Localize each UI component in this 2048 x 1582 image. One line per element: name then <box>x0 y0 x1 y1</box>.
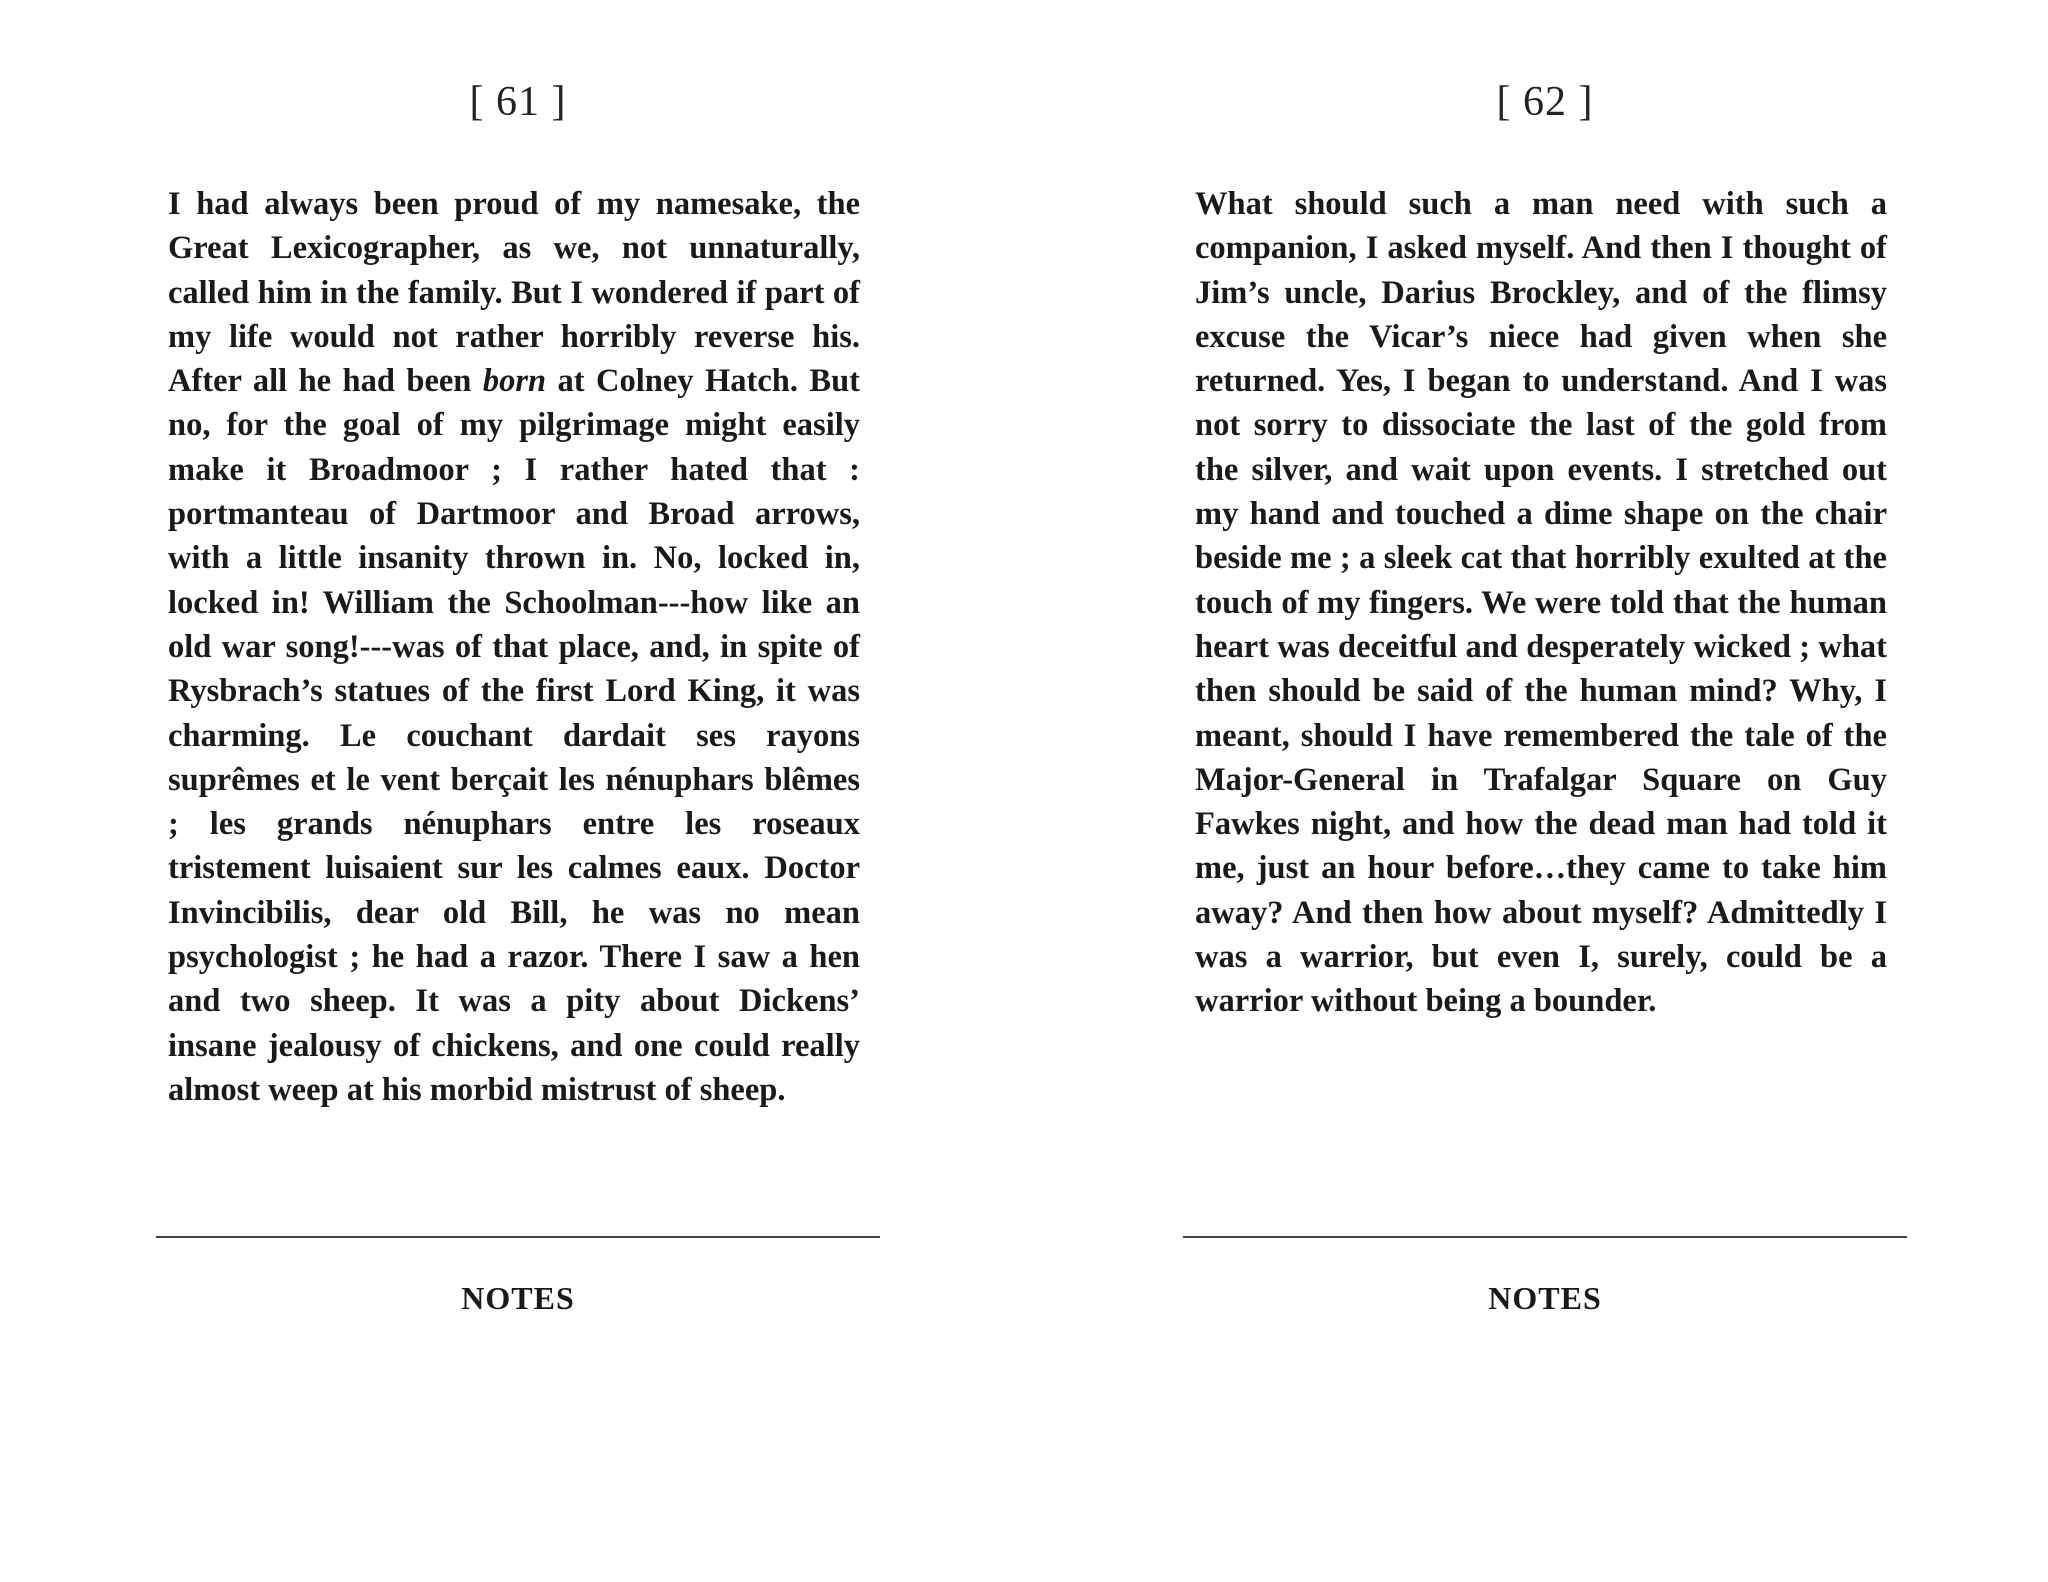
left-page <box>156 0 880 1582</box>
body-text-part: at Colney Hatch. But no, for the goal of my pilgrimage might easily make it Broadmoor ; I rather hated that : portmanteau of Dartmoor and Broad arrows, with a little insanity thrown in. No, locked in, locked in! William the Schoolman---how like an old war song!---was of that place, and, in spite of Rysbrach’s statues of the first Lord King, it was charming. Le couchant dardait ses rayons suprêmes et le vent berçait les nénuphars blêmes ; les grands nénuphars entre les roseaux tristement luisaient sur les calmes eaux. Doctor Invincibilis, dear old Bill, he was no mean psychologist ; he had a razor. There I saw a hen and two sheep. It was a pity about Dickens’ insane jealousy of chickens, and one could really almost weep at his morbid mistrust of sheep. <box>168 363 861 1108</box>
notes-divider <box>156 1236 880 1238</box>
page-number: [ 61 ] <box>469 79 567 125</box>
page-number: [ 62 ] <box>1496 79 1594 125</box>
right-page <box>1183 0 1907 1582</box>
notes-heading: NOTES <box>461 1280 575 1316</box>
body-text-part: I had always been proud of my namesake, the Great Lexicographer, as we, not unnaturally, called him in the family. But I wondered if part of my life would not rather horribly reverse his. After all he had been <box>168 186 860 400</box>
body-text <box>168 182 860 1112</box>
italic-word: born <box>482 363 547 400</box>
body-text: What should such a man need with such a companion, I asked myself. And then I thought of Jim’s uncle, Darius Brockley, and of the flimsy excuse the Vicar’s niece had given when she returned. Yes, I began to understand. And I was not sorry to dissociate the last of the gold from the silver, and wait upon events. I stretched out my hand and touched a dime shape on the chair beside me ; a sleek cat that horribly exulted at the touch of my fingers. We were told that the human heart was deceitful and desperately wicked ; what then should be said of the human mind? Why, I meant, should I have remembered the tale of the Major-General in Trafalgar Square on Guy Fawkes night, and how the dead man had told it me, just an hour before…they came to take him away? And then how about myself? Admittedly I was a warrior, but even I, surely, could be a warrior without being a bounder. <box>1195 186 1887 1020</box>
notes-heading: NOTES <box>1488 1280 1602 1316</box>
notes-divider <box>1183 1236 1907 1238</box>
